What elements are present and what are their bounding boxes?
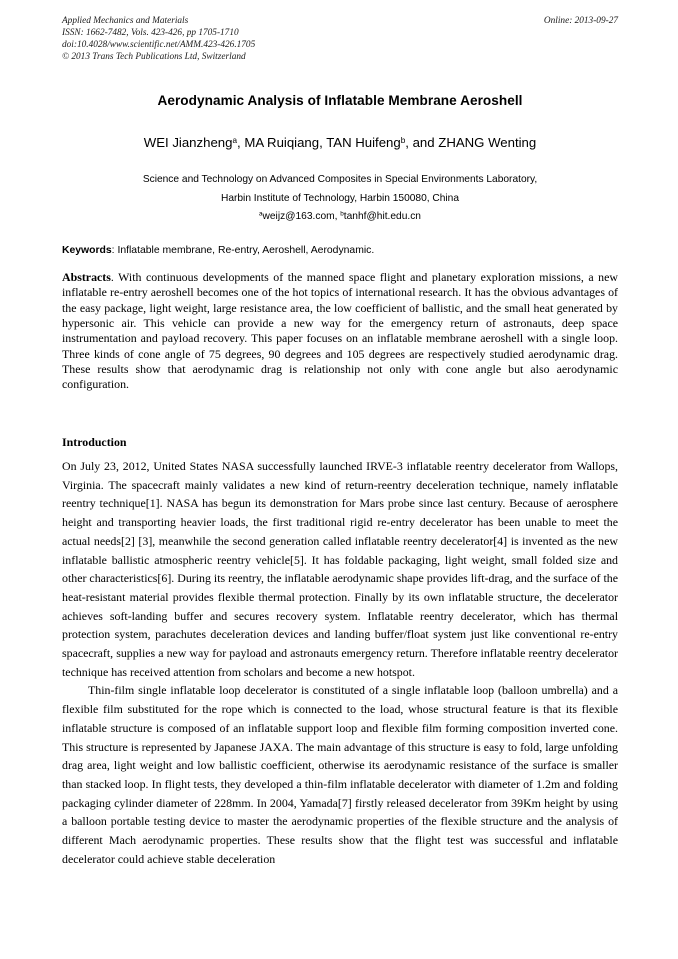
email-marker-a: a: [259, 210, 263, 218]
keywords-label: Keywords: [62, 245, 112, 256]
affiliation-block: [62, 170, 618, 208]
author-emails: [62, 211, 618, 222]
journal-doi-line: doi:10.4028/www.scientific.net/AMM.423-426.1705: [62, 39, 256, 50]
abstract-label: Abstracts: [62, 270, 111, 284]
author-separator-1: ,: [237, 135, 245, 150]
author-list: [62, 135, 618, 150]
email-marker-b: b: [340, 210, 344, 218]
section-body-introduction: [62, 457, 618, 868]
author-marker-3: b: [400, 135, 406, 145]
email-address-a[interactable]: weijz@163.com,: [262, 211, 338, 222]
affiliation-line-2: Harbin Institute of Technology, Harbin 150080, China: [220, 193, 460, 204]
journal-header: [62, 16, 618, 64]
journal-copyright-line: © 2013 Trans Tech Publications Ltd, Switzerland: [62, 51, 246, 62]
author-name-4: ZHANG Wenting: [438, 135, 537, 150]
journal-issn-line: ISSN: 1662-7482, Vols. 423-426, pp 1705-1710: [62, 27, 239, 38]
keywords-text: : Inflatable membrane, Re-entry, Aeroshell, Aerodynamic.: [111, 245, 375, 256]
journal-header-row-1: [62, 16, 618, 28]
online-date: Online: 2013-09-27: [543, 16, 618, 26]
section-heading-introduction: Introduction: [62, 435, 127, 449]
abstract-text: . With continuous developments of the manned space flight and planetary exploration missions, a new inflatable re-entry aeroshell becomes one of the hot topics of international research. It has the obvious advantages of the easy package, light weight, large resistance area, the low coefficient of ballistic, and the small heat generated by hypersonic air. This vehicle can provide a new way for the emergency return of astronauts, deep space instrumentation and payload recovery. This paper focuses on an inflatable membrane aeroshell with a single loop. Three kinds of cone angle of 75 degrees, 90 degrees and 105 degrees are respectively studied aerodynamic drag. These results show that aerodynamic drag is relationship not only with cone angle but also aerodynamic configuration.: [62, 270, 618, 392]
page-title: Aerodynamic Analysis of Inflatable Membrane Aeroshell: [157, 93, 523, 108]
author-name-2: MA Ruiqiang: [244, 135, 320, 150]
paragraph-2: Thin-film single inflatable loop decelerator is constituted of a single inflatable loop (balloon umbrella) and a flexible film substituted for the rope which is connected to the load, whose structural feature is that its flexible inflatable structure is composed of an inflatable support loop and flexible film forming composition inverted cone. This structure is represented by Japanese JAXA. The main advantage of this structure is easy to fold, large unfolding drag area, light weight and low ballistic coefficient, otherwise its aerodynamic resistance of the surface is smaller than stacked loop. In flight tests, they developed a thin-film inflatable decelerator with diameter of 1.2m and folding packaging cylinder diameter of 228mm. In 2004, Yamada[7] firstly released decelerator from 39Km height by using a balloon portable testing device to master the aerodynamic properties of the flexible structure and the analysis of different Mach aerodynamic properties. These results show that the flight test was successful and inflatable decelerator could achieve stable deceleration: [62, 683, 618, 866]
author-separator-2: ,: [319, 135, 327, 150]
author-separator-3: , and: [405, 135, 439, 150]
journal-name: Applied Mechanics and Materials: [62, 16, 189, 26]
affiliation-line-1: Science and Technology on Advanced Composites in Special Environments Laboratory,: [142, 174, 538, 185]
keywords-line: [62, 244, 618, 258]
abstract-block: [62, 270, 618, 393]
author-name-3: TAN Huifeng: [326, 135, 401, 150]
paragraph-1: On July 23, 2012, United States NASA successfully launched IRVE-3 inflatable reentry decelerator from Wallops, Virginia. The spacecraft mainly validates a new kind of return-reentry deceleration technique, namely inflatable reentry technique[1]. NASA has begun its demonstration for Mars probe since last century. Because of aerosphere height and transporting heavier loads, the first traditional rigid re-entry decelerator has been unable to meet the actual needs[2] [3], meanwhile the second generation called inflatable reentry decelerator[4] is invented as the new inflatable ballistic atmospheric reentry vehicle[5]. It has foldable packaging, light weight, small folded size and other characteristics[6]. During its reentry, the inflatable aerodynamic shape provides lift-drag, and the surface of the heat-resistant material provides flexible thermal protection. Finally by its own inflatable structure, the decelerator achieves soft-landing buffer and secures recovery system. Inflatable reentry decelerator, which has thermal protection system, parachutes deceleration devices and landing buffer/float system just like conventional re-entry spacecraft, supplies a new way for payload and astronauts emergency return. Therefore inflatable reentry decelerator technique has received attention from scholars and become a new hotspot.: [62, 459, 618, 679]
author-marker-1: a: [232, 135, 237, 145]
email-address-b[interactable]: tanhf@hit.edu.cn: [343, 211, 421, 222]
author-name-1: WEI Jianzheng: [143, 135, 233, 150]
